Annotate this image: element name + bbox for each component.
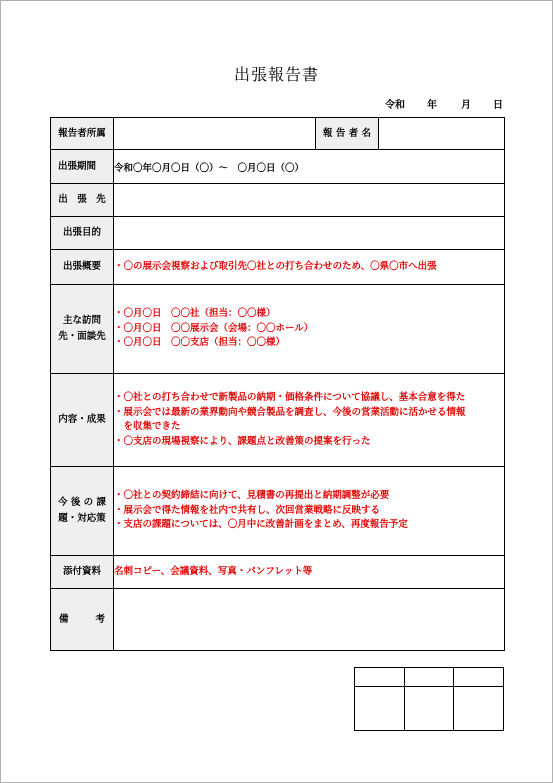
date-year: 年: [427, 100, 437, 111]
purpose-label: 出張目的: [51, 217, 114, 250]
reporter-name-label: 報 告 者 名: [316, 118, 379, 150]
overview-label: 出張概要: [51, 250, 114, 285]
result-item: ・〇支店の現場視察により、課題点と改善策の提案を行った: [114, 435, 371, 447]
remarks-label: 備 考: [51, 589, 114, 651]
remarks-row: [51, 589, 505, 651]
future-item: ・支店の課題については、〇月中に改善計画をまとめ、再度報告予定: [114, 519, 408, 531]
results-label: 内容・成果: [51, 374, 114, 467]
date-era: 令和: [385, 100, 405, 111]
overview-row: [51, 250, 505, 285]
attachments-label: 添付資料: [51, 556, 114, 589]
future-item: ・〇社との契約締結に向けて、見積書の再提出と納期調整が必要: [114, 490, 390, 502]
stamp-header-cell: [404, 668, 454, 687]
reporter-affiliation-label: 報告者所属: [51, 118, 114, 150]
visits-label: 主な訪問 先・面談先: [51, 285, 114, 374]
attachments-field[interactable]: 名刺コピー、会議資料、写真・パンフレット等: [114, 556, 505, 589]
visit-item: ・〇月〇日 〇〇支店（担当：〇〇様）: [114, 337, 286, 349]
future-field[interactable]: [114, 467, 505, 556]
attachments-row: [51, 556, 505, 589]
period-row: [51, 150, 505, 184]
period-label: 出張期間: [58, 160, 97, 172]
approval-stamp-box: [354, 667, 504, 731]
stamp-body-row: [355, 687, 504, 731]
remarks-field[interactable]: [114, 589, 505, 651]
stamp-cell[interactable]: [454, 687, 504, 731]
stamp-header-cell: [454, 668, 504, 687]
future-item: ・展示会で得た情報を社内で共有し、次回営業戦略に反映する: [114, 504, 381, 516]
stamp-header-cell: [355, 668, 405, 687]
destination-row: [51, 184, 505, 217]
result-item: ・展示会では最新の業界動向や競合製品を調査し、今後の営業活動に活かせる情報: [114, 406, 466, 418]
visits-field[interactable]: [114, 285, 505, 374]
results-field[interactable]: [114, 374, 505, 467]
result-item: を収集できた: [114, 421, 181, 432]
report-table: [50, 117, 505, 651]
visit-item: ・〇月〇日 〇〇社（担当：〇〇様）: [114, 308, 276, 320]
purpose-field[interactable]: [114, 217, 505, 250]
future-label: 今 後 の 課 題・対応策: [51, 467, 114, 556]
overview-field[interactable]: ・〇の展示会視察および取引先〇社との打ち合わせのため、〇県〇市へ出張: [114, 250, 505, 285]
stamp-cell[interactable]: [404, 687, 454, 731]
stamp-header-row: [355, 668, 504, 687]
period-field[interactable]: 令和〇年〇月〇日（〇）～ 〇月〇日（〇）: [114, 150, 505, 184]
document-title: 出張報告書: [233, 65, 319, 84]
date-line: [385, 96, 503, 111]
purpose-row: [51, 217, 505, 250]
reporter-row: [51, 118, 505, 150]
visits-row: [51, 285, 505, 374]
stamp-cell[interactable]: [355, 687, 405, 731]
reporter-affiliation-field[interactable]: [114, 118, 316, 150]
date-month: 月: [461, 100, 471, 111]
visit-item: ・〇月〇日 〇〇展示会（会場：〇〇ホール）: [114, 322, 314, 334]
result-item: ・〇社との打ち合わせで新製品の納期・価格条件について協議し、基本合意を得た: [114, 392, 466, 403]
destination-label: 出 張 先: [51, 184, 114, 217]
date-day: 日: [493, 100, 503, 111]
destination-field[interactable]: [114, 184, 505, 217]
future-row: [51, 467, 505, 556]
results-row: [51, 374, 505, 467]
reporter-name-field[interactable]: [379, 118, 505, 150]
